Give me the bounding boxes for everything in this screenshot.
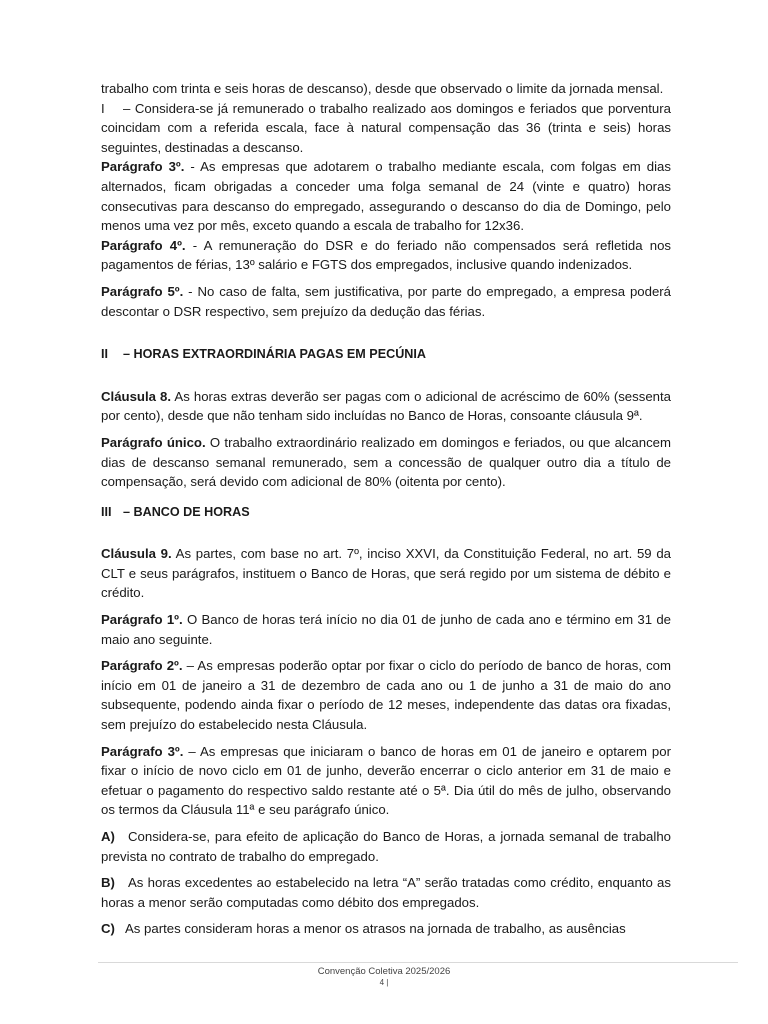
item-b-label: B) [101,875,115,891]
section-ii-title: – HORAS EXTRAORDINÁRIA PAGAS EM PECÚNIA [123,347,426,362]
item-b [101,873,671,912]
inciso-i [101,99,671,158]
paragrafo-4-text: - A remuneração do DSR e do feriado não compensados será refletida nos pagamentos de férias, 13º salário e FGTS dos empregados, inclusive quando indenizados. [101,237,672,273]
footer-divider [98,962,738,963]
inciso-i-text: – Considera-se já remunerado o trabalho realizado aos domingos e feriados que porventura coincidam com a referida escala, face à natural compensação das 36 (trinta e seis) horas seguintes, destinadas a descanso. [101,100,671,155]
clausula-9-text: As partes, com base no art. 7º, inciso XXVI, da Constituição Federal, no art. 59 da CLT e seus parágrafos, instituem o Banco de Horas, que será regido por um sistema de débito e crédito. [101,546,671,601]
clausula-9-paragrafo-2-text: – As empresas poderão optar por fixar o ciclo do período de banco de horas, com início em 01 de janeiro a 31 de dezembro de cada ano ou 1 de junho a 31 de maio do ano subsequente, podendo ainda fixar o período de 12 meses, independente das datas ora fixadas, sem prejuízo do estabelecido nesta Cláusula. [101,658,671,733]
clausula-9 [101,544,671,603]
clausula-9-paragrafo-3 [101,742,671,820]
paragrafo-unico-text: O trabalho extraordinário realizado em domingos e feriados, ou que alcancem dias de descanso semanal remunerado, sem a concessão de qualquer outro dia a título de compensação, será devido com adicional de 80% (oitenta por cento). [101,434,672,490]
clausula-9-paragrafo-3-text: – As empresas que iniciaram o banco de horas em 01 de janeiro e optarem por fixar o início de novo ciclo em 01 de junho, deverão encerrar o ciclo anterior em 31 de maio e efetuar o pagamento do respectivo saldo restante até o 5ª. Dia útil do mês de julho, observando os termos da Cláusula 11ª e seu parágrafo único. [101,743,671,818]
item-c [101,919,671,939]
clausula-9-paragrafo-1 [101,610,671,649]
paragrafo-unico [101,433,671,492]
document-body [101,79,671,939]
item-a [101,827,671,866]
paragrafo-3-label: Parágrafo 3º. [101,159,185,175]
clausula-9-label: Cláusula 9. [101,546,172,562]
item-a-text: Considera-se, para efeito de aplicação do Banco de Horas, a jornada semanal de trabalho prevista no contrato de trabalho do empregado. [101,829,671,864]
clausula-9-paragrafo-2-label: Parágrafo 2º. [101,658,183,674]
paragrafo-3 [101,157,671,235]
item-c-text: As partes consideram horas a menor os atrasos na jornada de trabalho, as ausências [125,921,626,937]
item-a-label: A) [101,829,115,844]
footer-title: Convenção Coletiva 2025/2026 [317,966,451,977]
item-c-label: C) [101,921,115,937]
clausula-9-paragrafo-2 [101,656,671,734]
paragrafo-unico-label: Parágrafo único. [101,434,206,450]
section-heading-ii [101,345,671,365]
item-b-text: As horas excedentes ao estabelecido na letra “A” serão tratadas como crédito, enquanto as horas a menor serão computadas como débito dos empregados. [101,875,671,910]
clausula-9-paragrafo-1-label: Parágrafo 1º. [101,612,183,628]
paragrafo-4 [101,236,671,275]
clausula-9-paragrafo-1-text: O Banco de horas terá início no dia 01 de junho de cada ano e término em 31 de maio ano seguinte. [101,612,671,647]
section-iii-number: III [101,504,112,519]
paragrafo-3-text: - As empresas que adotarem o trabalho mediante escala, com folgas em dias alternados, ficam obrigadas a conceder uma folga semanal de 24 (vinte e quatro) horas consecutivas para descanso do empregado, assegurando o descanso do dia de Domingo, pelo menos uma vez por mês, exceto quando a escala de trabalho for 12x36. [101,159,671,234]
paragrafo-5-label: Parágrafo 5º. [101,283,184,299]
section-ii-number: II [101,347,108,362]
inciso-i-number: I [101,100,105,116]
clausula-8-label: Cláusula 8. [101,388,172,404]
clausula-8 [101,387,671,426]
paragrafo-4-label: Parágrafo 4º. [101,237,186,253]
page-number: 4 | [379,978,389,987]
clausula-8-text: As horas extras deverão ser pagas com o adicional de acréscimo de 60% (sessenta por cento), desde que não tenham sido incluídas no Banco de Horas, consoante cláusula 9ª. [101,388,672,424]
paragraph-continuation: trabalho com trinta e seis horas de descanso), desde que observado o limite da jornada mensal. [101,81,664,96]
section-iii-title: – BANCO DE HORAS [123,504,250,519]
section-heading-iii [101,503,671,523]
clausula-9-paragrafo-3-label: Parágrafo 3º. [101,743,184,759]
paragrafo-5-text: - No caso de falta, sem justificativa, por parte do empregado, a empresa poderá descontar o DSR respectivo, sem prejuízo da dedução das férias. [101,283,672,319]
paragrafo-5 [101,282,671,321]
